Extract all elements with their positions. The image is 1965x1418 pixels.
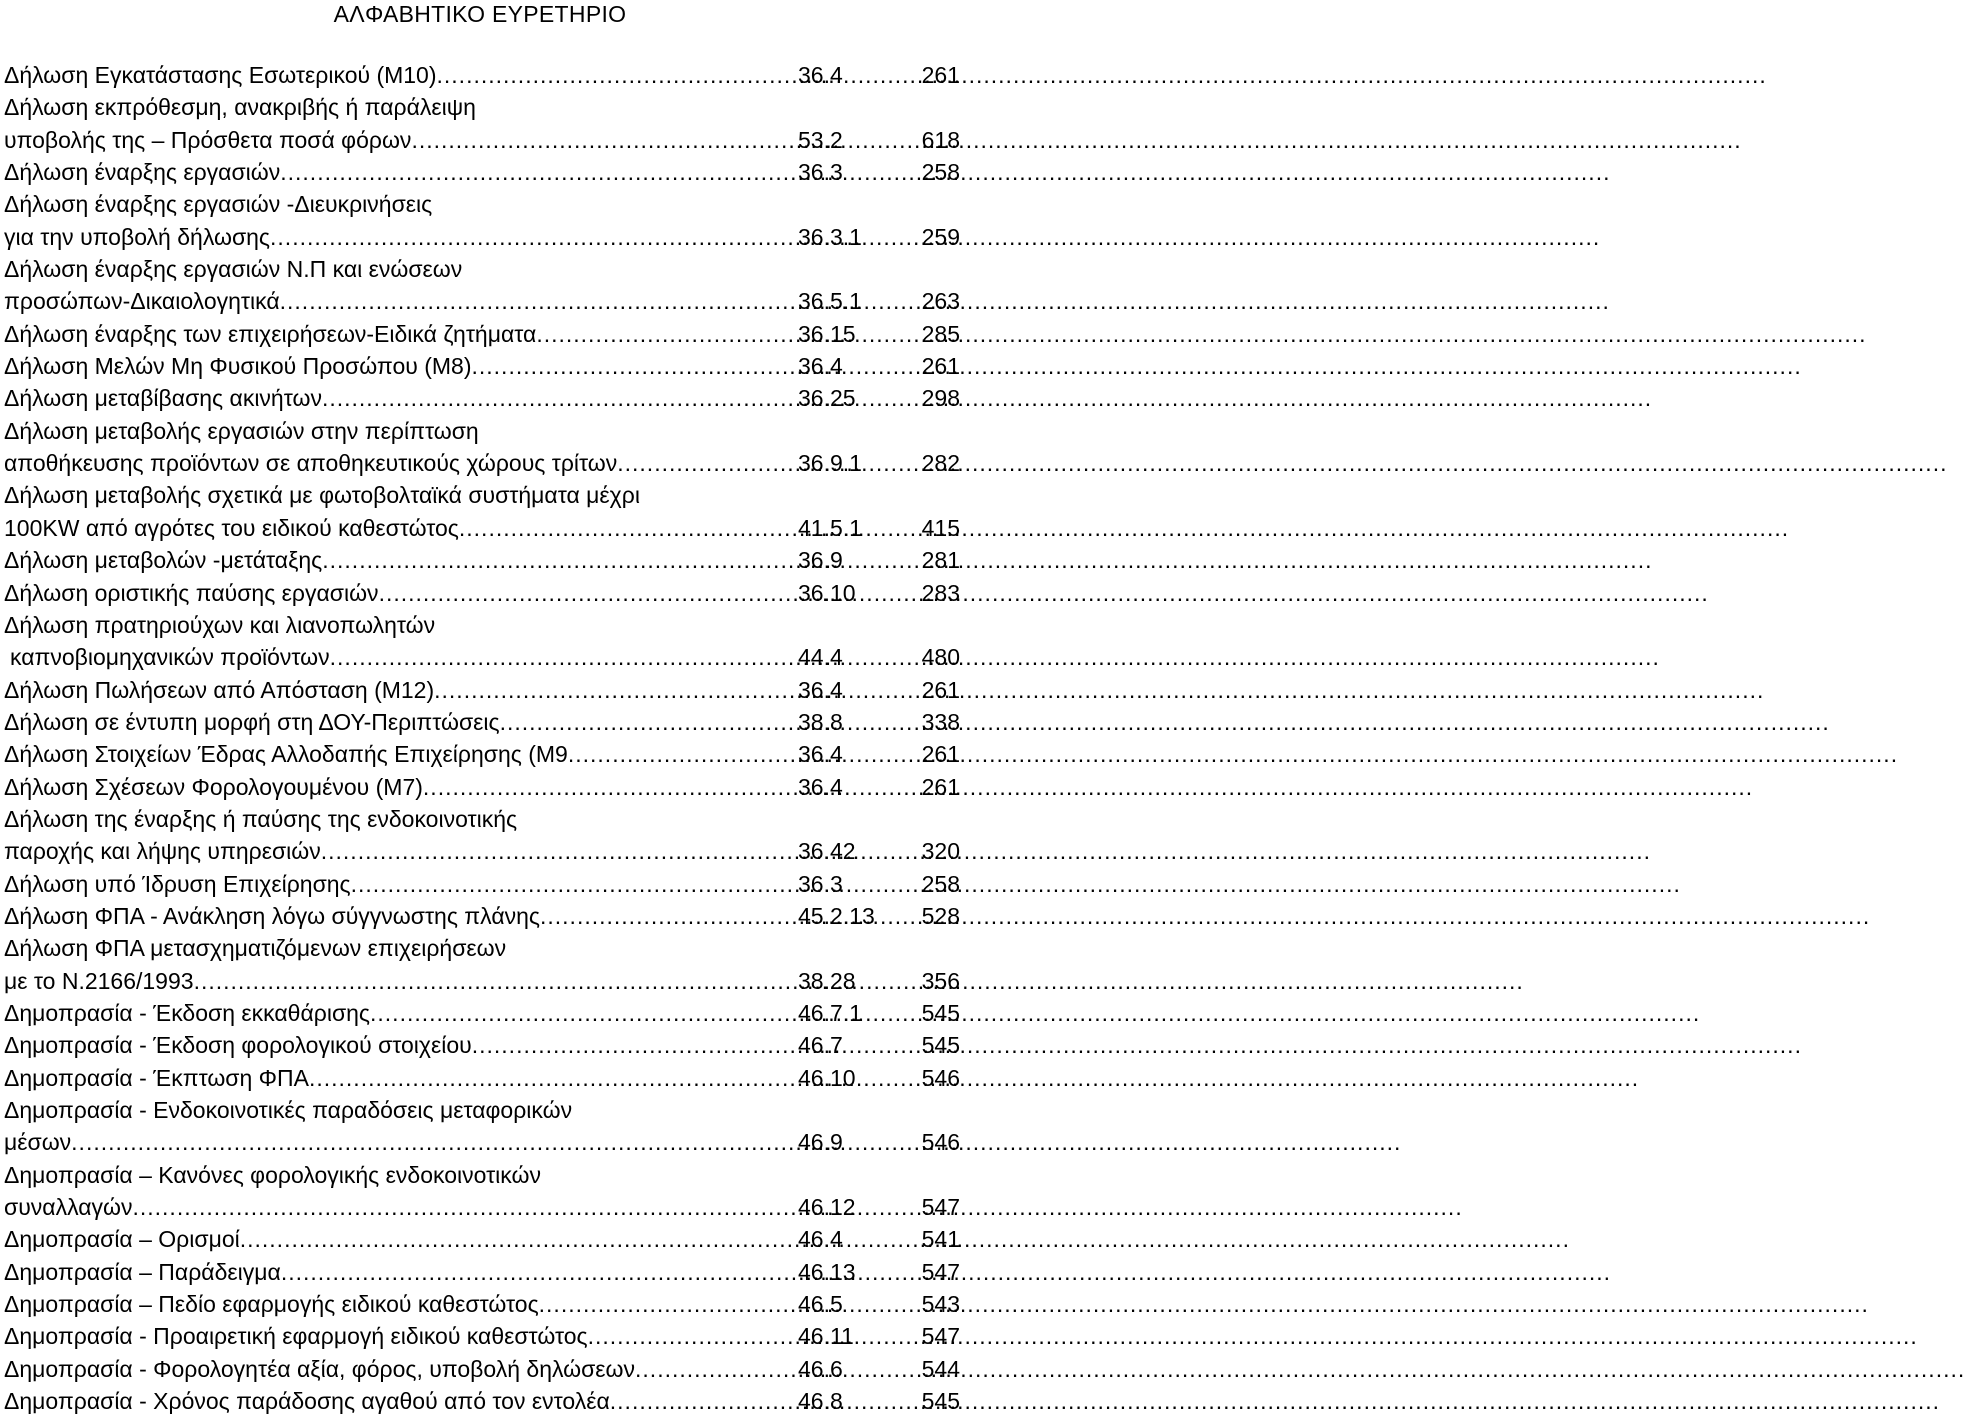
index-entry-label: Δημοπρασία - Έκδοση εκκαθάρισης (4, 999, 371, 1026)
index-entry (4, 59, 960, 91)
index-entry-label: Δήλωση Σχέσεων Φορολογουμένου (Μ7) (4, 773, 423, 800)
index-entry-reference-row (4, 318, 960, 350)
index-entry (4, 738, 960, 770)
section-number: 36.25 (798, 385, 856, 412)
index-entry-label: συναλλαγών (4, 1194, 133, 1221)
page-title: ΑΛΦΑΒΗΤΙΚΟ ΕΥΡΕΤΗΡΙΟ (333, 1, 627, 27)
dot-leader (588, 1320, 798, 1352)
page-number: 261 (921, 676, 960, 703)
dot-leader (472, 350, 799, 382)
index-entry-text-line: Δήλωση έναρξης εργασιών -Διευκρινήσεις (4, 191, 433, 218)
index-entry (4, 415, 960, 480)
page-number: 261 (921, 773, 960, 800)
index-entry (4, 350, 960, 382)
dot-leader (351, 868, 798, 900)
section-number: 41.5.1 (798, 514, 862, 541)
index-entry (4, 1223, 960, 1255)
section-number: 36.4 (798, 741, 843, 768)
index-entry-reference-row (4, 1288, 960, 1320)
section-number: 46.10 (798, 1064, 856, 1091)
section-number: 36.4 (798, 62, 843, 88)
section-number: 36.3.1 (798, 223, 862, 250)
index-entry (4, 382, 960, 414)
dot-leader (322, 382, 798, 414)
index-entry-label: υποβολής της – Πρόσθετα ποσά φόρων (4, 126, 412, 153)
index-entry-reference-row (4, 1191, 960, 1223)
section-number: 36.15 (798, 320, 856, 347)
section-number: 46.13 (798, 1258, 856, 1285)
section-number: 46.7 (798, 1032, 843, 1059)
section-number: 46.4 (798, 1226, 843, 1253)
section-number: 38.28 (798, 967, 856, 994)
dot-leader (459, 512, 798, 544)
section-number: 36.4 (798, 676, 843, 703)
dot-leader (539, 1288, 798, 1320)
index-entry-text-line: Δήλωση εκπρόθεσμη, ανακριβής ή παράλειψη (4, 94, 476, 121)
index-entry-label: για την υποβολή δήλωσης (4, 223, 271, 250)
index-entry (4, 1029, 960, 1061)
index-entry-label: Δήλωση μεταβολών -μετάταξης (4, 547, 323, 574)
section-number: 53.2 (798, 126, 843, 153)
index-entry-reference-row (4, 1223, 960, 1255)
section-number: 46.11 (798, 1323, 854, 1350)
dot-leader (321, 835, 798, 867)
index-entry (4, 318, 960, 350)
dot-leader (540, 900, 798, 932)
page-number: 528 (921, 902, 960, 929)
section-number: 36.3 (798, 159, 843, 186)
page-number: 258 (921, 159, 960, 186)
index-entry (4, 868, 960, 900)
page-number: 282 (921, 450, 960, 477)
index-entry (4, 997, 960, 1029)
page-number: 546 (921, 1129, 960, 1156)
index-entry-label: Δήλωση έναρξης των επιχειρήσεων-Ειδικά ζητήματα (4, 320, 537, 347)
index-entry-reference-row (4, 641, 960, 673)
index-entry-reference-row (4, 706, 960, 738)
dot-leader (617, 447, 798, 479)
index-entry-text-line: Δήλωση μεταβολής εργασιών στην περίπτωση (4, 417, 479, 444)
index-entry (4, 900, 960, 932)
dot-leader (240, 1223, 798, 1255)
dot-leader (270, 221, 798, 253)
index-entry-reference-row (4, 771, 960, 803)
dot-leader (411, 124, 798, 156)
index-entry-label: Δημοπρασία - Προαιρετική εφαρμογή ειδικού καθεστώτος (4, 1323, 588, 1350)
index-entry-reference-row (4, 1062, 960, 1094)
index-entry-reference-row (4, 1320, 960, 1352)
index-entry-reference-row (4, 1029, 960, 1061)
index-entry-label: Δήλωση Μελών Μη Φυσικού Προσώπου (Μ8) (4, 353, 472, 380)
index-entry (4, 706, 960, 738)
index-entry (4, 1288, 960, 1320)
index-entry-reference-row (4, 447, 960, 479)
index-entry-label: Δήλωση έναρξης εργασιών (4, 159, 281, 186)
index-entry (4, 1094, 960, 1159)
page-number: 547 (921, 1194, 960, 1221)
page-number: 545 (921, 1032, 960, 1059)
index-entry (4, 479, 960, 544)
page-number: 618 (921, 126, 960, 153)
dot-leader (132, 1191, 798, 1223)
index-entry-reference-row (4, 350, 960, 382)
page-number: 544 (921, 1355, 960, 1382)
page-number: 258 (921, 870, 960, 897)
section-number: 36.3 (798, 870, 843, 897)
index-entries-list (4, 59, 960, 1417)
page-number: 545 (921, 999, 960, 1026)
index-entry-text-line: Δήλωση μεταβολής σχετικά με φωτοβολταϊκά συστήματα μέχρι (4, 482, 640, 509)
index-entry-label: Δημοπρασία – Ορισμοί (4, 1226, 240, 1253)
index-entry-text-line: Δημοπρασία – Κανόνες φορολογικής ενδοκοινοτικών (4, 1161, 541, 1188)
index-entry-reference-row (4, 1385, 960, 1417)
index-entry-text-line: Δήλωση πρατηριούχων και λιανοπωλητών (4, 611, 436, 638)
section-number: 45.2.13 (798, 902, 875, 929)
index-entry-text-line: Δημοπρασία - Ενδοκοινοτικές παραδόσεις μεταφορικών (4, 1097, 573, 1123)
index-entry (4, 253, 960, 318)
page-number: 547 (921, 1323, 960, 1350)
index-entry-reference-row (4, 221, 960, 253)
index-entry (4, 1062, 960, 1094)
index-entry-reference-row (4, 1126, 960, 1158)
section-number: 36.4 (798, 353, 843, 380)
index-entry (4, 674, 960, 706)
index-entry-label: Δήλωση Στοιχείων Έδρας Αλλοδαπής Επιχείρησης (Μ9 (4, 741, 568, 768)
index-entry (4, 1320, 960, 1352)
index-entry-reference-row (4, 577, 960, 609)
section-number: 36.9.1 (798, 450, 862, 477)
dot-leader (568, 738, 798, 770)
index-entry-label: Δημοπρασία - Φορολογητέα αξία, φόρος, υποβολή δηλώσεων (4, 1355, 636, 1382)
index-entry-reference-row (4, 868, 960, 900)
dot-leader (280, 285, 798, 317)
index-entry-reference-row (4, 285, 960, 317)
section-number: 46.5 (798, 1291, 843, 1318)
index-entry-label: αποθήκευσης προϊόντων σε αποθηκευτικούς χώρους τρίτων (4, 450, 618, 477)
index-entry-reference-row (4, 997, 960, 1029)
index-entry (4, 1159, 960, 1224)
dot-leader (635, 1353, 798, 1385)
dot-leader (330, 641, 798, 673)
index-entry-reference-row (4, 156, 960, 188)
page-number: 283 (921, 579, 960, 606)
index-entry-reference-row (4, 59, 960, 91)
index-entry-label: 100KW από αγρότες του ειδικού καθεστώτος (4, 514, 459, 541)
page-number: 285 (921, 320, 960, 347)
dot-leader (322, 544, 798, 576)
index-entry-label: Δημοπρασία - Χρόνος παράδοσης αγαθού από τον εντολέα (4, 1388, 610, 1415)
page-number: 281 (921, 547, 960, 574)
index-entry (4, 1385, 960, 1417)
index-entry-label: μέσων (4, 1129, 72, 1156)
dot-leader (309, 1062, 798, 1094)
index-entry-reference-row (4, 965, 960, 997)
page-number: 546 (921, 1064, 960, 1091)
index-entry (4, 1256, 960, 1288)
index-entry-label: με το Ν.2166/1993 (4, 967, 194, 994)
index-entry-label: Δημοπρασία – Πεδίο εφαρμογής ειδικού καθεστώτος (4, 1291, 539, 1318)
page-number: 356 (921, 967, 960, 994)
section-number: 46.9 (798, 1129, 843, 1156)
index-entry-reference-row (4, 512, 960, 544)
dot-leader (610, 1385, 798, 1417)
index-entry-text-line: Δήλωση ΦΠΑ μετασχηματιζόμενων επιχειρήσεων (4, 935, 507, 962)
section-number: 36.10 (798, 579, 856, 606)
section-number: 36.9 (798, 547, 843, 574)
dot-leader (71, 1126, 798, 1158)
dot-leader (472, 1029, 798, 1061)
section-number: 36.5.1 (798, 288, 862, 315)
index-entry-reference-row (4, 900, 960, 932)
index-entry (4, 771, 960, 803)
page-number: 338 (921, 708, 960, 735)
dot-leader (536, 318, 798, 350)
index-entry (4, 91, 960, 156)
index-entry (4, 609, 960, 674)
index-entry-label: Δήλωση σε έντυπη μορφή στη ΔΟΥ-Περιπτώσεις (4, 708, 500, 735)
page-number: 480 (921, 644, 960, 671)
dot-leader (437, 59, 798, 91)
page-number: 261 (921, 741, 960, 768)
index-entry-reference-row (4, 382, 960, 414)
dot-leader (280, 156, 798, 188)
section-number: 46.6 (798, 1355, 843, 1382)
index-entry-label: Δήλωση Πωλήσεων από Απόσταση (Μ12) (4, 676, 435, 703)
page-number: 547 (921, 1258, 960, 1285)
index-entry (4, 188, 960, 253)
page-number: 263 (921, 288, 960, 315)
index-entry-text-line: Δήλωση έναρξης εργασιών Ν.Π και ενώσεων (4, 256, 463, 283)
index-entry-label: Δήλωση υπό Ίδρυση Επιχείρησης (4, 870, 351, 897)
index-entry-text-line: Δήλωση της έναρξης ή παύσης της ενδοκοινοτικής (4, 805, 518, 832)
section-number: 36.4 (798, 773, 843, 800)
dot-leader (500, 706, 798, 738)
dot-leader (194, 965, 798, 997)
section-number: 36.42 (798, 838, 856, 865)
page-number: 320 (921, 838, 960, 865)
section-number: 46.12 (798, 1194, 856, 1221)
section-number: 44.4 (798, 644, 843, 671)
page-number: 261 (921, 353, 960, 380)
page-number: 415 (921, 514, 960, 541)
index-entry-label: Δημοπρασία – Παράδειγμα (4, 1258, 281, 1285)
index-entry-label: καπνοβιομηχανικών προϊόντων (10, 644, 330, 671)
page-number: 298 (921, 385, 960, 412)
section-number: 46.8 (798, 1388, 843, 1415)
index-entry (4, 932, 960, 997)
index-entry-reference-row (4, 1353, 960, 1385)
index-entry (4, 156, 960, 188)
index-entry-label: προσώπων-Δικαιολογητικά (4, 288, 280, 315)
index-entry (4, 803, 960, 868)
index-entry-label: Δήλωση ΦΠΑ - Ανάκληση λόγω σύγγνωστης πλάνης (4, 902, 540, 929)
index-entry-reference-row (4, 674, 960, 706)
index-entry-label: Δημοπρασία - Έκπτωση ΦΠΑ (4, 1064, 309, 1091)
page-number: 543 (921, 1291, 960, 1318)
section-number: 46.7.1 (798, 999, 862, 1026)
index-entry-reference-row (4, 835, 960, 867)
index-entry-label: Δήλωση οριστικής παύσης εργασιών (4, 579, 379, 606)
dot-leader (379, 577, 798, 609)
section-number: 38.8 (798, 708, 843, 735)
index-entry (4, 577, 960, 609)
dot-leader (423, 771, 798, 803)
page-number: 261 (921, 62, 960, 88)
index-entry (4, 1353, 960, 1385)
page-number: 545 (921, 1388, 960, 1415)
index-entry-reference-row (4, 1256, 960, 1288)
page-number: 541 (921, 1226, 960, 1253)
index-entry-label: Δημοπρασία - Έκδοση φορολογικού στοιχείου (4, 1032, 472, 1059)
index-entry-reference-row (4, 544, 960, 576)
dot-leader (370, 997, 798, 1029)
page-number: 259 (921, 223, 960, 250)
index-entry (4, 544, 960, 576)
dot-leader (434, 674, 798, 706)
index-entry-label: παροχής και λήψης υπηρεσιών (4, 838, 321, 865)
index-entry-label: Δήλωση Εγκατάστασης Εσωτερικού (Μ10) (4, 62, 437, 88)
dot-leader (281, 1256, 798, 1288)
index-entry-reference-row (4, 124, 960, 156)
index-entry-reference-row (4, 738, 960, 770)
index-entry-label: Δήλωση μεταβίβασης ακινήτων (4, 385, 322, 412)
index-page (0, 0, 960, 1418)
